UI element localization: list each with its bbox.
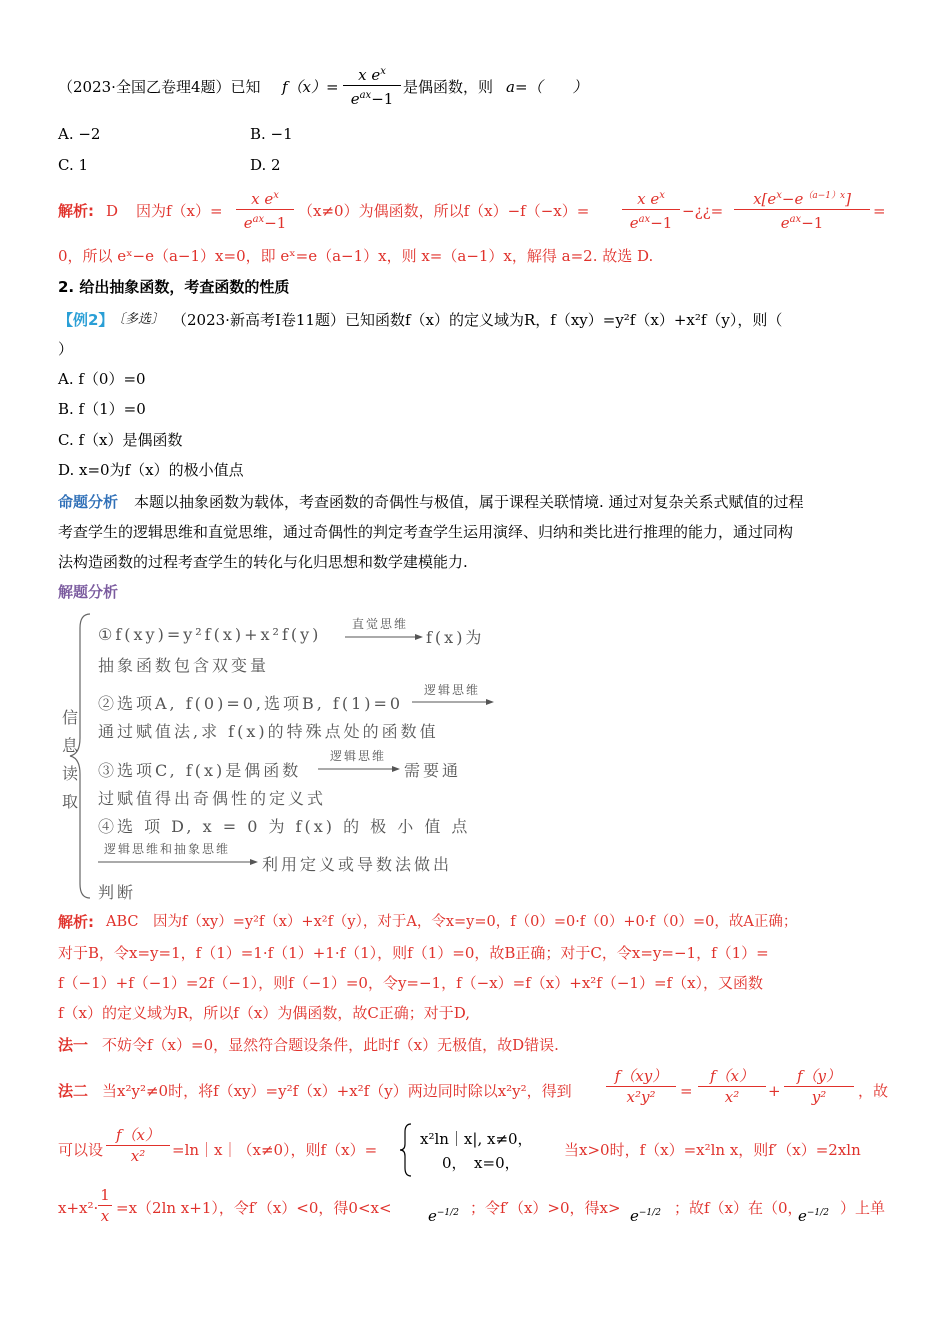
item1-arrow-label: 直觉思维 (352, 617, 409, 631)
item1-b: f(x)为 (426, 628, 485, 647)
method2-eq: = (680, 1082, 693, 1100)
method2-line3-d: ；故f（x）在（0， (674, 1199, 803, 1217)
q1-solution-text-c: −¿¿= (682, 202, 724, 220)
method2-fraction-3: f（y） y² (784, 1067, 854, 1106)
section2-title: 2. 给出抽象函数，考查函数的性质 (58, 278, 290, 296)
exp-base-2: $e^{-1/2}$ (630, 1207, 661, 1225)
q2-stem: （2023·新高考Ⅰ卷11题）已知函数f（x）的定义域为R，f（xy）=y²f（x）+x²f（y），则（ (172, 311, 783, 329)
case-line-2: 0， x=0， (442, 1154, 520, 1172)
q2-multi: 〔多选〕 (112, 312, 165, 327)
exp-base-1: $e^{-1/2}$ (428, 1207, 459, 1225)
item1-c: 抽象函数包含双变量 (98, 656, 270, 675)
q1-stem-a: a=（ ） (506, 78, 588, 96)
arrow-icon (318, 764, 402, 774)
q2-solution-line3: f（−1）+f（−1）=2f（−1），则f（−1）=0，令y=−1，f（−x）=f（x）+x²f（−1）=f（x），又函数 (58, 974, 764, 992)
case-line-1: x²ln｜x|, x≠0， (420, 1130, 533, 1148)
q1-solution-text-d: = (873, 202, 886, 220)
method2-line3-b: =x（2ln x+1），令f′（x）<0，得0<x< (116, 1199, 392, 1217)
case-brace-icon (398, 1122, 414, 1178)
item4-c: 判断 (98, 883, 137, 902)
q1-solution-line2: 0，所以 eˣ−e（a−1）x=0，即 eˣ=e（a−1）x，则 x=（a−1）x，解得 a=2. 故选 D. (58, 247, 654, 265)
q1-stem-fx: f（x）= (282, 78, 339, 96)
method2-line2-a: 可以设 (58, 1141, 104, 1159)
q2-solution-line1: ABC 因为f（xy）=y²f（x）+x²f（y），对于A，令x=y=0，f（0）=0·f（0）+0·f（0）=0，故A正确； (106, 914, 798, 930)
q1-option-b: B. −1 (250, 125, 293, 143)
q1-option-d: D. 2 (250, 156, 281, 174)
analysis-line3: 法构造函数的过程考查学生的转化与化归思想和数学建模能力. (58, 553, 468, 571)
method1-text: 不妨令f（x）=0，显然符合题设条件，此时f（x）无极值，故D错误. (102, 1036, 559, 1054)
q1-stem-suffix: 是偶函数，则 (403, 78, 494, 96)
method2-fraction-1: f（xy） x²y² (606, 1067, 676, 1106)
item3-a: ③选项C, f(x)是偶函数 (98, 761, 302, 780)
exp-base-3: $e^{-1/2}$ (798, 1207, 829, 1225)
q2-solution-line2: 对于B，令x=y=1，f（1）=1·f（1）+1·f（1），则f（1）=0，故B正确；对于C，令x=y=−1，f（1）= (58, 944, 769, 962)
q1-solution-text-b: （x≠0）为偶函数，所以f（x）−f（−x）= (298, 202, 590, 220)
method2-line2-b: =ln｜x｜（x≠0），则f（x）= (172, 1141, 378, 1159)
q1-option-c: C. 1 (58, 156, 89, 174)
arrow-icon (412, 697, 496, 707)
method2-text-a: 当x²y²≠0时，将f（xy）=y²f（x）+x²f（y）两边同时除以x²y²，得到 (102, 1082, 572, 1100)
method2-line3-fraction: 1 x (98, 1186, 112, 1225)
q1-solution-fraction-3: $x[e^x-e^{(a-1)x}]$ $e^{ax}-1$ (734, 187, 870, 232)
side-char-2: 息 (62, 736, 82, 755)
arrow-icon (345, 632, 425, 642)
q2-stem-close: ） (58, 340, 74, 358)
q1-option-a: A. −2 (58, 125, 101, 143)
method2-tail: ，故 (858, 1082, 889, 1100)
method2-fraction-2: f（x） x² (698, 1067, 766, 1106)
q1-stem-prefix: （2023·全国乙卷理4题）已知 (58, 78, 261, 96)
q2-option-d: D. x=0为f（x）的极小值点 (58, 461, 244, 479)
method2-line3-a: x+x²· (58, 1199, 99, 1217)
q2-solution-line4: f（x）的定义域为R，所以f（x）为偶函数，故C正确；对于D, (58, 1004, 471, 1022)
side-char-1: 信 (62, 708, 82, 727)
item1-a: ①f(xy)=y²f(x)+x²f(y) (98, 625, 322, 644)
q1-solution-answer: D (106, 202, 119, 220)
method1-label: 法一 (58, 1036, 89, 1054)
analysis-label: 命题分析 (58, 493, 119, 511)
q1-solution-label: 解析: (58, 202, 94, 220)
item3-arrow-label: 逻辑思维 (330, 749, 387, 763)
item4-arrow-label: 逻辑思维和抽象思维 (104, 842, 231, 856)
side-char-4: 取 (62, 792, 82, 811)
q2-option-a: A. f（0）=0 (58, 370, 146, 388)
item2-a: ②选项A, f(0)=0,选项B, f(1)=0 (98, 694, 404, 713)
analysis-line1: 本题以抽象函数为载体，考查函数的奇偶性与极值，属于课程关联情境. 通过对复杂关系式赋值的过程 (134, 493, 804, 511)
q2-option-c: C. f（x）是偶函数 (58, 431, 183, 449)
item3-b: 需要通 (404, 761, 462, 780)
q2-tag: 【例2】 (58, 311, 114, 329)
method2-line2-fraction: f（x） x² (106, 1126, 170, 1165)
arrow-icon (98, 857, 260, 867)
item2-arrow-label: 逻辑思维 (424, 683, 481, 697)
item4-b: 利用定义或导数法做出 (262, 855, 453, 874)
method2-label: 法二 (58, 1082, 89, 1100)
q1-solution-text-a: 因为f（x）= (136, 202, 223, 220)
method2-line3-c: ；令f′（x）>0，得x> (470, 1199, 621, 1217)
q1-solution-fraction-1: x $e^x$ $e^{ax}-1$ (236, 187, 294, 232)
method2-line2-c: 当x>0时，f（x）=x²ln x，则f′（x）=2xln (564, 1141, 861, 1159)
brace-icon (58, 610, 98, 902)
solving-label: 解题分析 (58, 583, 119, 601)
item2-c: 通过赋值法,求 f(x)的特殊点处的函数值 (98, 722, 439, 741)
side-char-3: 读 (62, 764, 82, 783)
method2-line3-e: ）上单 (840, 1199, 886, 1217)
q2-option-b: B. f（1）=0 (58, 400, 146, 418)
method2-plus: + (768, 1082, 781, 1100)
q1-solution-fraction-2: x $e^x$ $e^{ax}-1$ (622, 187, 680, 232)
q1-fraction: x $e^x$ $e^{ax}-1$ (343, 63, 401, 108)
item3-c: 过赋值得出奇偶性的定义式 (98, 789, 327, 808)
q2-solution-label: 解析: (58, 913, 94, 931)
analysis-line2: 考查学生的逻辑思维和直觉思维，通过奇偶性的判定考查学生运用演绎、归纳和类比进行推理的能力，通过同构 (58, 523, 794, 541)
item4-a: ④选 项 D, x = 0 为 f(x) 的 极 小 值 点 (98, 817, 471, 836)
